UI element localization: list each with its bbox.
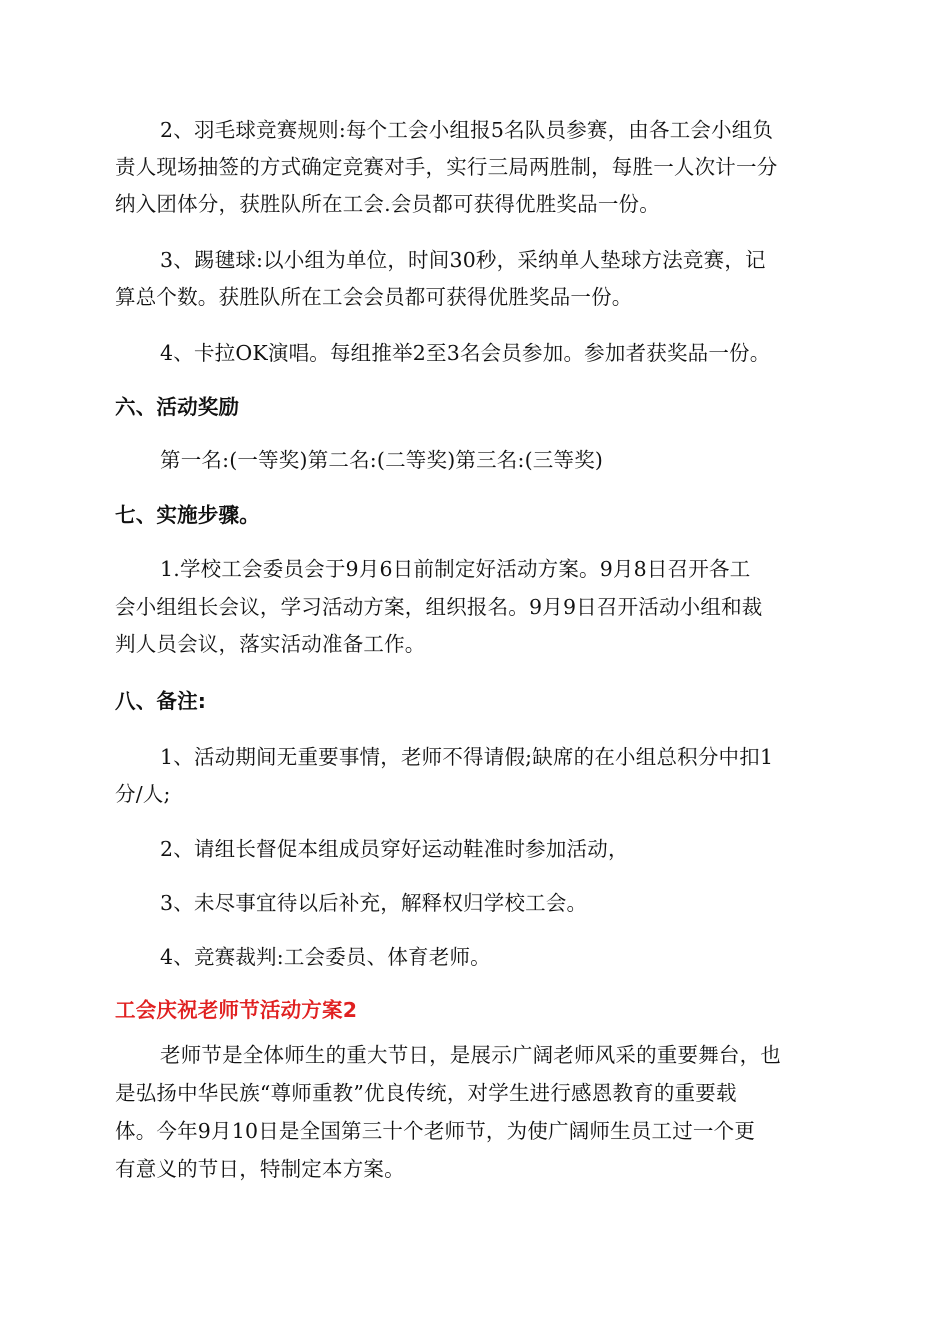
awards-text: 第一名:(一等奖)第二名:(二等奖)第三名:(三等奖) xyxy=(160,448,604,472)
steps-line-1: 1.学校工会委员会于9月6日前制定好活动方案。9月8日召开各工 xyxy=(160,557,751,581)
badminton-rule-line-1: 2、羽毛球竞赛规则:每个工会小组报5名队员参赛，由各工会小组负 xyxy=(160,118,774,142)
plan-2-line-1: 老师节是全体师生的重大节日，是展示广阔老师风采的重要舞台，也 xyxy=(160,1043,781,1067)
note-3: 3、未尽事宜待以后补充，解释权归学校工会。 xyxy=(160,891,588,915)
section-8-heading: 八、备注: xyxy=(115,689,207,713)
karaoke-rule: 4、卡拉OK演唱。每组推举2至3名会员参加。参加者获奖品一份。 xyxy=(160,341,771,365)
plan-2-title: 工会庆祝老师节活动方案2 xyxy=(115,998,358,1022)
shuttlecock-rule-line-2: 算总个数。获胜队所在工会会员都可获得优胜奖品一份。 xyxy=(115,285,633,309)
steps-line-2: 会小组组长会议，学习活动方案，组织报名。9月9日召开活动小组和裁 xyxy=(115,595,763,619)
plan-2-line-2: 是弘扬中华民族“尊师重教”优良传统，对学生进行感恩教育的重要载 xyxy=(115,1081,737,1105)
section-7-heading: 七、实施步骤。 xyxy=(115,503,260,527)
plan-2-line-4: 有意义的节日，特制定本方案。 xyxy=(115,1157,405,1181)
note-4: 4、竞赛裁判:工会委员、体育老师。 xyxy=(160,945,491,969)
badminton-rule-line-3: 纳入团体分，获胜队所在工会.会员都可获得优胜奖品一份。 xyxy=(115,192,660,216)
note-1-line-2: 分/人; xyxy=(115,782,171,806)
note-1-line-1: 1、活动期间无重要事情，老师不得请假;缺席的在小组总积分中扣1 xyxy=(160,745,774,769)
badminton-rule-line-2: 责人现场抽签的方式确定竞赛对手，实行三局两胜制，每胜一人次计一分 xyxy=(115,155,778,179)
shuttlecock-rule-line-1: 3、踢毽球:以小组为单位，时间30秒，采纳单人垫球方法竞赛，记 xyxy=(160,248,766,272)
steps-line-3: 判人员会议，落实活动准备工作。 xyxy=(115,632,426,656)
section-6-heading: 六、活动奖励 xyxy=(115,395,240,419)
plan-2-line-3: 体。今年9月10日是全国第三十个老师节，为使广阔师生员工过一个更 xyxy=(115,1119,756,1143)
note-2: 2、请组长督促本组成员穿好运动鞋准时参加活动， xyxy=(160,837,629,861)
